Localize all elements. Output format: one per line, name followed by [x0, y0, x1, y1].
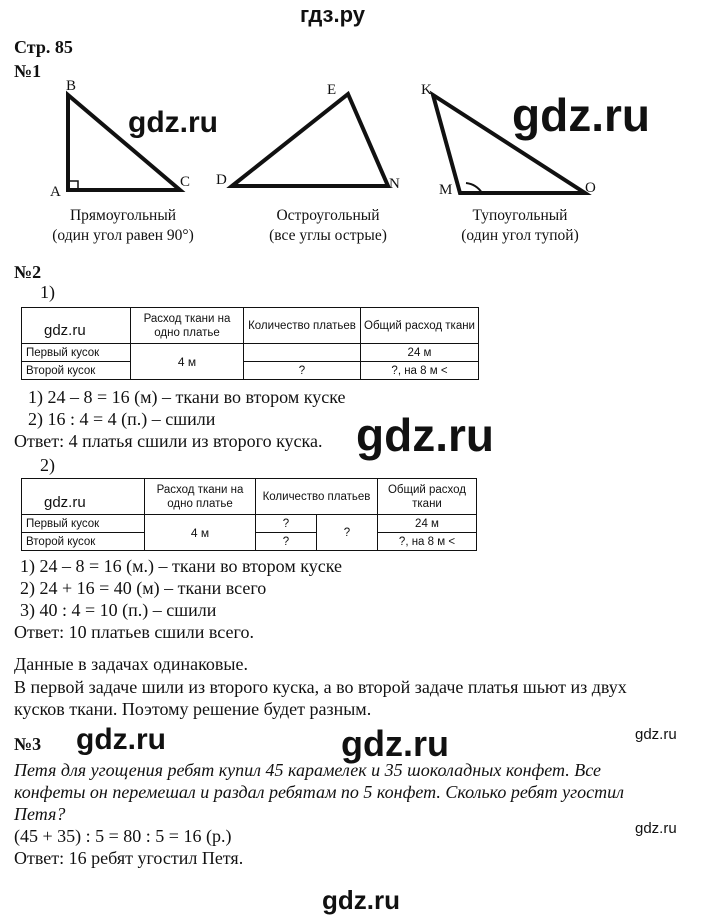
watermark: gdz.ru: [512, 89, 650, 141]
task2-number: №2: [14, 262, 42, 282]
count-cell: [244, 344, 361, 362]
per-dress-cell: 4 м: [145, 515, 256, 551]
solution-step: 1) 24 – 8 = 16 (м.) – ткани во втором куске: [20, 556, 342, 576]
caption-line: (один угол равен 90°): [52, 227, 194, 244]
watermark: gdz.ru: [341, 723, 449, 764]
watermark: gdz.ru: [76, 723, 166, 756]
vertex-label: C: [180, 174, 191, 190]
vertex-label: O: [585, 180, 596, 196]
note-line: Данные в задачах одинаковые.: [14, 654, 248, 674]
watermark: gdz.ru: [44, 322, 86, 339]
row-label: Второй кусок: [22, 362, 131, 380]
vertex-label: N: [389, 176, 400, 192]
watermark: gdz.ru: [635, 820, 677, 837]
total-cell: ?, на 8 м <: [378, 533, 477, 551]
row-label: Первый кусок: [22, 344, 131, 362]
watermark: gdz.ru: [128, 106, 218, 139]
note-line: В первой задаче шили из второго куска, а во второй задаче платья шьют из двух: [14, 677, 627, 697]
solution-step: (45 + 35) : 5 = 80 : 5 = 16 (р.): [14, 826, 232, 846]
table-row: [22, 362, 479, 380]
note-line: кусков ткани. Поэтому решение будет разным.: [14, 699, 372, 719]
total-cell: 24 м: [361, 344, 479, 362]
problem-text: Петя для угощения ребят купил 45 карамелек и 35 шоколадных конфет. Все: [14, 760, 601, 780]
caption-line: (один угол тупой): [461, 227, 579, 244]
row-label: Первый кусок: [22, 515, 145, 533]
table-header: Общий расход ткани: [378, 479, 477, 515]
table-row: [22, 344, 479, 362]
page-label: Стр. 85: [14, 37, 73, 57]
count-cell: ?: [256, 515, 317, 533]
problem-text: конфеты он перемешал и раздал ребятам по 5 конфет. Сколько ребят угостил: [14, 782, 624, 802]
table-part2: [21, 478, 477, 551]
task3-number: №3: [14, 734, 42, 754]
table-header: Расход ткани на одно платье: [145, 479, 256, 515]
solution-step: 3) 40 : 4 = 10 (п.) – сшили: [20, 600, 217, 620]
triangle-caption: [238, 206, 418, 246]
table-row: [22, 515, 477, 533]
count-cell: ?: [256, 533, 317, 551]
table-header: Общий расход ткани: [361, 308, 479, 344]
vertex-label: D: [216, 172, 227, 188]
vertex-label: E: [327, 82, 337, 98]
caption-line: Остроугольный: [276, 207, 380, 224]
watermark: gdz.ru: [322, 885, 400, 915]
solution-step: 2) 24 + 16 = 40 (м) – ткани всего: [20, 578, 267, 598]
vertex-label: M: [439, 182, 453, 198]
watermark: gdz.ru: [635, 726, 677, 743]
part-label: 1): [40, 282, 55, 302]
answer-text: Ответ: 4 платья сшили из второго куска.: [14, 431, 323, 451]
table-part1: [21, 307, 479, 380]
watermark: gdz.ru: [44, 494, 86, 511]
answer-text: Ответ: 10 платьев сшили всего.: [14, 622, 254, 642]
table-header: Расход ткани на одно платье: [131, 308, 244, 344]
table-header: Количество платьев: [244, 308, 361, 344]
total-cell: 24 м: [378, 515, 477, 533]
caption-line: (все углы острые): [269, 227, 387, 244]
triangle-caption: [28, 206, 218, 246]
problem-text: Петя?: [14, 804, 66, 824]
watermark: gdz.ru: [356, 409, 494, 461]
total-cell: ?, на 8 м <: [361, 362, 479, 380]
caption-line: Прямоугольный: [69, 207, 177, 224]
row-label: Второй кусок: [22, 533, 145, 551]
triangle-caption: [430, 206, 610, 246]
vertex-label: A: [50, 184, 61, 200]
answer-text: Ответ: 16 ребят угостил Петя.: [14, 848, 244, 868]
solution-step: 1) 24 – 8 = 16 (м) – ткани во втором куске: [28, 387, 346, 407]
per-dress-cell: 4 м: [131, 344, 244, 380]
site-header: гдз.ру: [300, 2, 365, 27]
count-cell: ?: [244, 362, 361, 380]
solution-step: 2) 16 : 4 = 4 (п.) – сшили: [28, 409, 216, 429]
caption-line: Тупоугольный: [472, 207, 568, 224]
acute-triangle: [232, 94, 388, 186]
task1-number: №1: [14, 61, 42, 81]
table-header: Количество платьев: [256, 479, 378, 515]
vertex-label: K: [421, 82, 432, 98]
vertex-label: B: [66, 78, 77, 94]
sum-count-cell: ?: [317, 515, 378, 551]
part-label: 2): [40, 455, 55, 475]
